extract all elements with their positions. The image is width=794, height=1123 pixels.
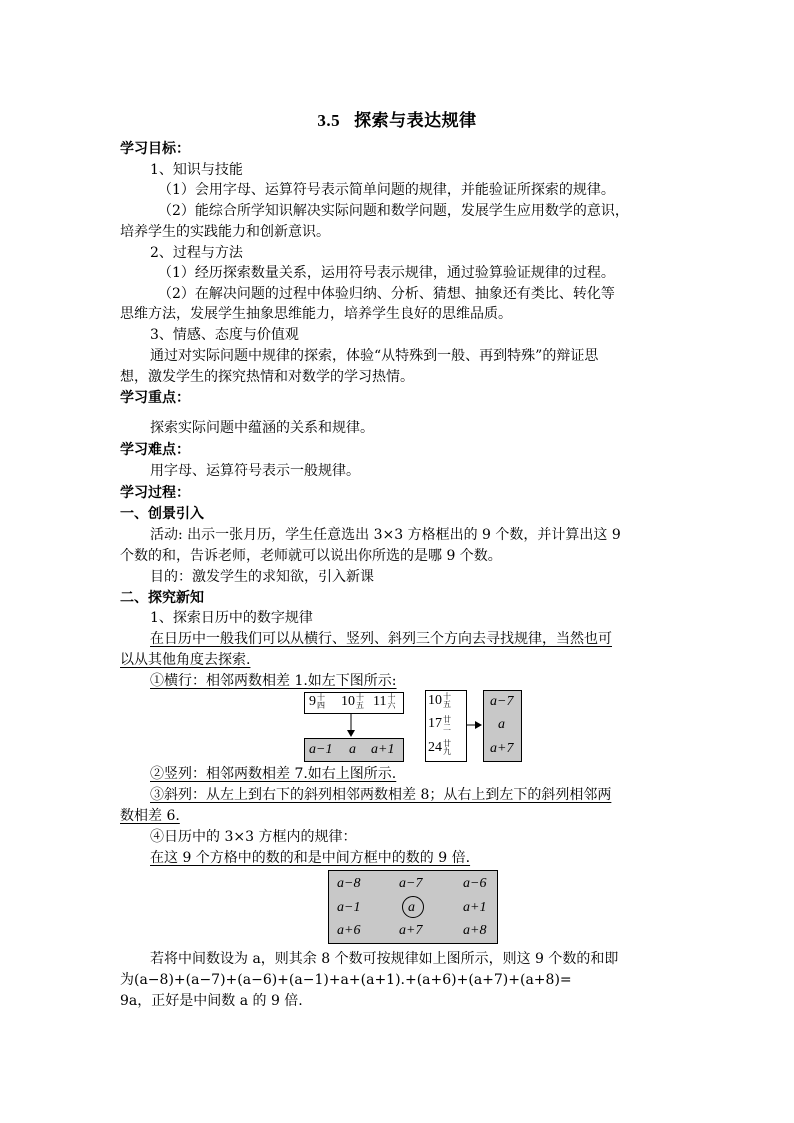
column-expression-box	[483, 690, 522, 762]
grid-3x3-box	[328, 870, 498, 944]
section-2-heading: 二、探究新知	[120, 590, 204, 606]
col-day-2: 17廿 二	[428, 715, 451, 732]
goal-1b-line1: （2）能综合所学知识解决实际问题和数学问题，发展学生应用数学的意识，	[158, 203, 629, 219]
row-expr-1: a−1	[309, 742, 333, 757]
col-expr-3: a+7	[490, 741, 514, 756]
row-day-1: 9十 四	[309, 693, 325, 710]
goal-3: 3、情感、态度与价值观	[150, 327, 299, 343]
goal-2a: （1）经历探索数量关系，运用符号表示规律，通过验算验证规律的过程。	[158, 265, 615, 281]
grid-cell: a+7	[399, 923, 423, 938]
col-day-1: 10十 五	[428, 692, 451, 709]
aim-text: 目的：激发学生的求知欲，引入新课	[150, 569, 374, 585]
rule-row: ①横行：相邻两数相差 1.如左下图所示:	[150, 673, 397, 689]
rule-column: ②竖列：相邻两数相差 7.如右上图所示.	[150, 766, 397, 782]
col-day-3: 24廿 九	[428, 739, 451, 756]
row-expr-3: a+1	[371, 742, 395, 757]
grid-cell: a−8	[337, 876, 361, 891]
row-day-2: 10十 五	[341, 693, 364, 710]
column-calendar-box	[425, 690, 467, 762]
page-title	[0, 106, 794, 131]
section-1-heading: 一、创景引入	[120, 506, 204, 522]
goal-1a: （1）会用字母、运算符号表示简单问题的规律，并能验证所探索的规律。	[158, 182, 615, 198]
grid-cell: a+6	[337, 923, 361, 938]
formula-line3: 9a，正好是中间数 a 的 9 倍.	[120, 993, 303, 1009]
grid-cell: a−7	[399, 876, 423, 891]
rule-3x3: ④日历中的 3×3 方框内的规律：	[150, 829, 357, 845]
formula-line2: 为(a−8)+(a−7)+(a−6)+(a−1)+a+(a+1).+(a+6)+(a+7)+(a+8)=	[120, 972, 572, 988]
difficulty-heading: 学习难点：	[120, 442, 190, 458]
rule-sum: 在这 9 个方格中的数的和是中间方框中的数的 9 倍.	[150, 850, 471, 866]
row-expression-box	[304, 738, 404, 762]
explore-2-line1: 在日历中一般我们可以从横行、竖列、斜列三个方向去寻找规律，当然也可	[150, 631, 612, 647]
activity-line1: 活动: 出示一张月历，学生任意选出 3×3 方格框出的 9 个数，并计算出这 9	[150, 527, 621, 543]
col-expr-1: a−7	[490, 694, 514, 709]
key-points-text: 探索实际问题中蕴涵的关系和规律。	[150, 420, 374, 436]
goal-3a-line2: 想，激发学生的探究热情和对数学的学习热情。	[120, 369, 414, 385]
grid-cell-center: a	[408, 900, 415, 915]
goal-2: 2、过程与方法	[150, 245, 243, 261]
process-heading: 学习过程：	[120, 485, 190, 501]
row-day-3: 11十 六	[373, 693, 396, 710]
rule-diagonal-line1: ③斜列：从左上到右下的斜列相邻两数相差 8；从右上到左下的斜列相邻两	[150, 787, 612, 803]
goals-heading: 学习目标：	[120, 141, 190, 157]
grid-cell: a−6	[463, 876, 487, 891]
explore-1: 1、探索日历中的数字规律	[150, 610, 313, 626]
goal-1b-line2: 培养学生的实践能力和创新意识。	[120, 224, 330, 240]
grid-cell: a−1	[337, 900, 361, 915]
goal-2b-line1: （2）在解决问题的过程中体验归纳、分析、猜想、抽象还有类比、转化等	[158, 286, 615, 302]
title-text: 探索与表达规律	[354, 111, 477, 131]
down-arrow-icon	[345, 714, 357, 738]
row-calendar-box	[304, 692, 404, 714]
activity-line2: 个数的和，告诉老师，老师就可以说出你所选的是哪 9 个数。	[120, 548, 502, 564]
rule-diagonal-line2: 数相差 6.	[120, 808, 180, 824]
formula-line1: 若将中间数设为 a，则其余 8 个数可按规律如上图所示，则这 9 个数的和即	[150, 951, 619, 967]
goal-1: 1、知识与技能	[150, 162, 243, 178]
goal-3a-line1: 通过对实际问题中规律的探索，体验“从特殊到一般、再到特殊”的辩证思	[150, 348, 599, 364]
goal-2b-line2: 思维方法，发展学生抽象思维能力，培养学生良好的思维品质。	[120, 306, 512, 322]
right-arrow-icon	[466, 719, 482, 731]
difficulty-text: 用字母、运算符号表示一般规律。	[150, 463, 360, 479]
key-points-heading: 学习重点：	[120, 390, 190, 406]
grid-cell: a+1	[463, 900, 487, 915]
row-expr-2: a	[349, 742, 356, 757]
col-expr-2: a	[498, 717, 505, 732]
explore-2-line2: 以从其他角度去探索.	[120, 652, 251, 668]
grid-cell: a+8	[463, 923, 487, 938]
section-number: 3.5	[317, 111, 341, 130]
